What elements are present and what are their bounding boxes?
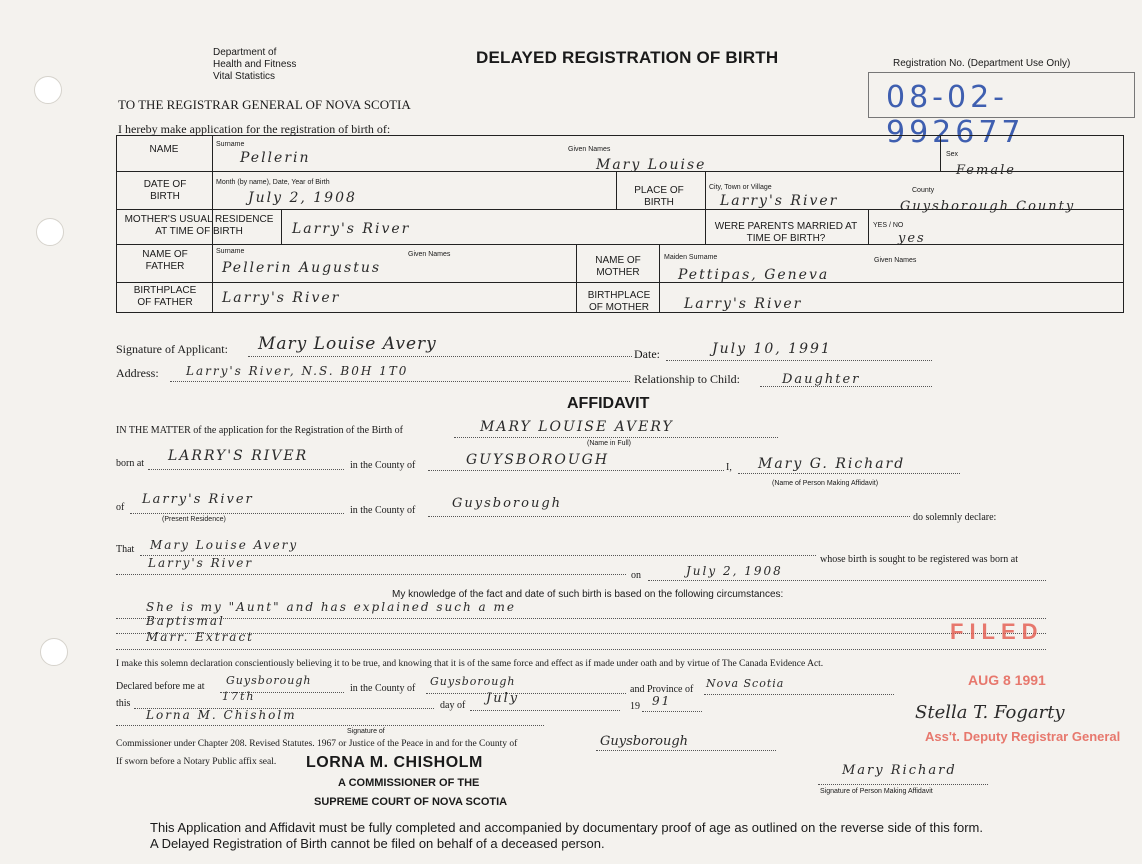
applicant-signature: Mary Louise Avery <box>258 334 437 354</box>
applicant-date-label: Date: <box>634 347 660 361</box>
father-name-label: NAME OF FATHER <box>142 249 188 272</box>
on-label: on <box>631 570 641 581</box>
addressee: TO THE REGISTRAR GENERAL OF NOVA SCOTIA <box>118 97 411 112</box>
footer-line-2: A Delayed Registration of Birth cannot be filed on behalf of a deceased person. <box>150 836 605 851</box>
applicant-signature-label: Signature of Applicant: <box>116 342 228 356</box>
birthplace-father-value: Larry's River <box>222 290 341 306</box>
commissioner-signature-line <box>116 725 544 726</box>
father-given-label: Given Names <box>408 251 451 258</box>
grid-rule <box>868 209 869 244</box>
department-block <box>213 47 296 83</box>
of-place-value: Larry's River <box>142 492 254 507</box>
deponent-signature-line <box>818 784 988 785</box>
grid-rule <box>116 244 1124 245</box>
month-value: July <box>486 691 520 706</box>
punch-hole-bottom <box>40 638 68 666</box>
name-label: NAME <box>149 144 179 155</box>
born-place-line <box>116 574 626 575</box>
address-value: Larry's River, N.S. B0H 1T0 <box>186 364 409 378</box>
commissioner-line: Commissioner under Chapter 208. Revised Statutes. 1967 or Justice of the Peace in and for the County of <box>116 739 518 749</box>
born-county-label: in the County of <box>350 460 416 471</box>
dob-sub-label: Month (by name), Date, Year of Birth <box>216 179 330 186</box>
commissioner-signature: Lorna M. Chisholm <box>146 708 297 722</box>
county-value: Guysborough County <box>900 199 1076 214</box>
sex-value: Female <box>956 163 1016 178</box>
birthplace-father-label: BIRTHPLACE OF FATHER <box>133 285 197 308</box>
address-label: Address: <box>116 366 159 380</box>
matter-label: IN THE MATTER of the application for the Registration of the Birth of <box>116 425 403 436</box>
surname-label: Surname <box>216 141 245 148</box>
declared-county-label: in the County of <box>350 683 416 694</box>
circumstance-3: Marr. Extract <box>146 630 255 644</box>
of-county-label: in the County of <box>350 505 416 516</box>
deponent-line <box>738 473 960 474</box>
born-county-line <box>428 470 724 471</box>
affidavit-heading: AFFIDAVIT <box>567 395 650 412</box>
whose-birth-text: whose birth is sought to be registered was born at <box>820 554 1019 565</box>
born-at-line <box>148 469 344 470</box>
notary-note: If sworn before a Notary Public affix seal. <box>116 757 277 767</box>
day-of-label: day of <box>440 700 466 711</box>
surname-value: Pellerin <box>240 150 311 166</box>
father-name-value: Pellerin Augustus <box>222 260 382 276</box>
commissioner-county-line <box>596 750 776 751</box>
declared-label: Declared before me at <box>116 681 205 692</box>
circumstance-2: Baptismal <box>146 614 225 628</box>
grid-rule <box>116 282 1124 283</box>
mother-residence-value: Larry's River <box>292 221 411 237</box>
application-line: I hereby make application for the registration of birth of: <box>118 122 391 136</box>
i-label: I, <box>726 462 732 473</box>
of-county-value: Guysborough <box>452 496 563 511</box>
sex-label: Sex <box>946 151 959 158</box>
born-at-value: LARRY'S RIVER <box>168 448 309 464</box>
born-place-value: Larry's River <box>148 556 254 570</box>
given-names-value: Mary Louise <box>596 157 707 173</box>
month-line <box>470 710 620 711</box>
commissioner-stamp-name: LORNA M. CHISHOLM <box>306 754 483 771</box>
punch-hole-middle <box>36 218 64 246</box>
form-title: DELAYED REGISTRATION OF BIRTH <box>476 48 779 67</box>
grid-rule <box>659 244 660 313</box>
date-line <box>666 360 932 361</box>
circumstance-line <box>116 633 1046 634</box>
department-line: Vital Statistics <box>213 71 276 82</box>
footer-notice <box>150 820 983 852</box>
declared-at-value: Guysborough <box>226 674 312 687</box>
birthplace-mother-label: BIRTHPLACE OF MOTHER <box>587 290 651 313</box>
province-label: and Province of <box>630 684 694 695</box>
circumstance-line <box>116 618 1046 619</box>
relationship-label: Relationship to Child: <box>634 372 741 386</box>
grid-rule <box>940 135 941 171</box>
province-line <box>704 694 894 695</box>
province-value: Nova Scotia <box>706 677 785 690</box>
dob-label: DATE OF BIRTH <box>143 179 187 202</box>
relationship-value: Daughter <box>782 372 861 387</box>
on-date-value: July 2, 1908 <box>686 564 783 578</box>
pob-city-value: Larry's River <box>720 193 839 209</box>
solemn-declaration: I make this solemn declaration conscientiously believing it to be true, and knowing that it is of the same force and effect as if made under oath and by virtue of The Canada Evidence Act. <box>116 659 824 669</box>
address-line <box>170 381 630 382</box>
born-at-label: born at <box>116 458 145 469</box>
grid-rule <box>576 244 577 313</box>
signature-line <box>248 356 632 357</box>
grid-rule <box>616 171 617 209</box>
punch-hole-top <box>34 76 62 104</box>
year-prefix: 19 <box>630 701 640 712</box>
knowledge-line: My knowledge of the fact and date of such birth is based on the following circumstances: <box>392 589 784 600</box>
birthplace-mother-value: Larry's River <box>684 296 803 312</box>
signature-of-note: Signature of <box>347 728 385 735</box>
filed-stamp: FILED <box>950 619 1044 644</box>
mother-name-value: Pettipas, Geneva <box>678 267 830 283</box>
registration-label: Registration No. (Department Use Only) <box>893 58 1071 69</box>
parents-married-value: yes <box>898 231 926 246</box>
of-line <box>130 513 344 514</box>
department-line: Health and Fitness <box>213 59 297 70</box>
mother-given-label: Given Names <box>874 257 917 264</box>
filed-date-stamp: AUG 8 1991 <box>968 672 1046 688</box>
year-line <box>642 711 702 712</box>
commissioner-stamp-line3: SUPREME COURT OF NOVA SCOTIA <box>314 796 508 808</box>
declared-county-line <box>426 693 626 694</box>
that-label: That <box>116 544 135 555</box>
grid-rule <box>705 171 706 209</box>
circumstance-1: She is my "Aunt" and has explained such a me <box>146 600 516 614</box>
deponent-signature-label: Signature of Person Making Affidavit <box>820 788 933 795</box>
footer-line-1: This Application and Affidavit must be fully completed and accompanied by documentary proof of age as outlined on the reverse side of this form. <box>150 820 983 835</box>
matter-line <box>454 437 778 438</box>
deponent-name: Mary G. Richard <box>758 456 906 472</box>
registrar-signature: Stella T. Fogarty <box>915 702 1065 723</box>
solemnly-declare: do solemnly declare: <box>913 512 997 523</box>
name-in-full-note: (Name in Full) <box>587 440 631 447</box>
grid-rule <box>281 209 282 244</box>
mother-name-label: NAME OF MOTHER <box>595 255 641 278</box>
that-name-value: Mary Louise Avery <box>150 538 299 552</box>
county-label: County <box>912 187 935 194</box>
of-county-line <box>428 516 910 517</box>
department-line: Department of <box>213 47 277 58</box>
yes-no-label: YES / NO <box>873 222 904 229</box>
grid-rule <box>705 209 706 244</box>
registrar-title-stamp: Ass't. Deputy Registrar General <box>925 729 1121 744</box>
present-residence-note: (Present Residence) <box>162 516 226 523</box>
applicant-date: July 10, 1991 <box>712 341 832 357</box>
pob-city-label: City, Town or Village <box>709 184 772 191</box>
born-county-value: GUYSBOROUGH <box>466 452 610 468</box>
deponent-signature: Mary Richard <box>842 763 957 778</box>
mother-residence-label: MOTHER'S USUAL RESIDENCE AT TIME OF BIRTH <box>124 214 274 237</box>
this-label: this <box>116 698 131 709</box>
declared-county-value: Guysborough <box>430 675 516 688</box>
circumstance-line <box>116 649 1046 650</box>
dob-value: July 2, 1908 <box>248 190 357 206</box>
commissioner-county: Guysborough <box>600 734 689 749</box>
on-date-line <box>648 580 1046 581</box>
maiden-surname-label: Maiden Surname <box>664 254 718 261</box>
this-day-value: 17th <box>222 690 256 703</box>
given-names-label: Given Names <box>568 146 611 153</box>
of-label: of <box>116 502 125 513</box>
pob-label: PLACE OF BIRTH <box>634 185 684 208</box>
deponent-note: (Name of Person Making Affidavit) <box>772 480 879 487</box>
matter-name: MARY LOUISE AVERY <box>480 419 674 435</box>
year-value: 91 <box>652 694 672 708</box>
parents-married-label: WERE PARENTS MARRIED AT TIME OF BIRTH? <box>714 221 858 244</box>
registration-number: 08-02-992677 <box>886 80 1025 150</box>
commissioner-stamp-line2: A COMMISSIONER OF THE <box>338 777 480 789</box>
father-surname-label: Surname <box>216 248 245 255</box>
